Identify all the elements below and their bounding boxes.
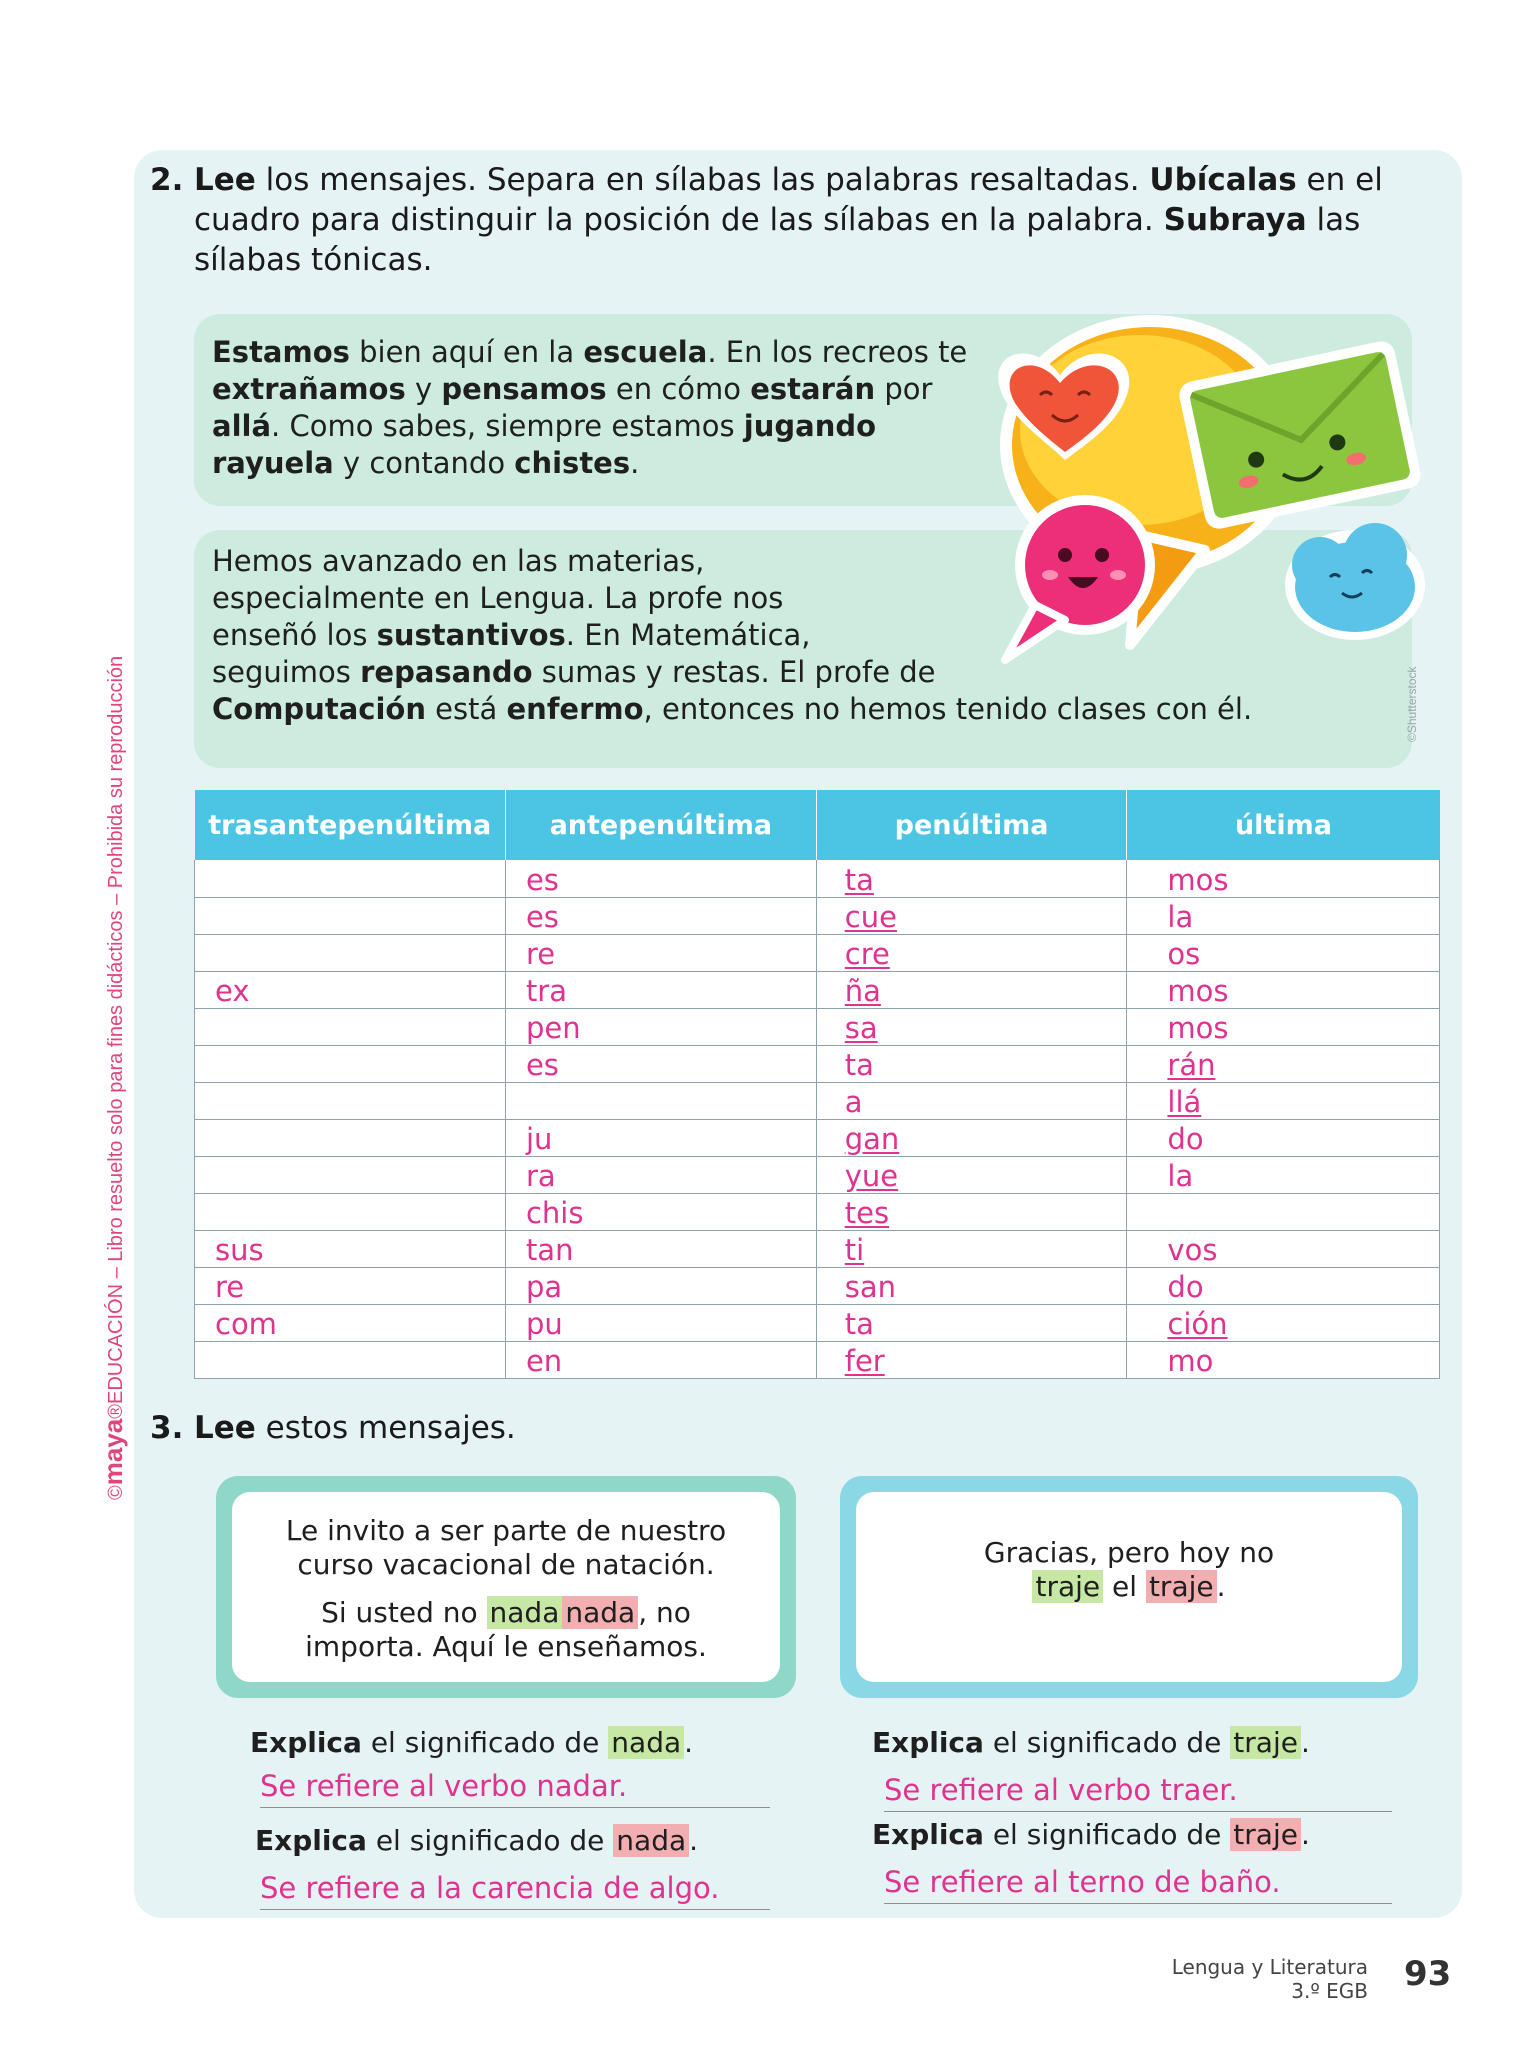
question-2-period: . xyxy=(689,1824,699,1857)
message-2-text: Hemos avanzado en las materias, xyxy=(212,544,705,578)
syllable-cell-trasantepenultima[interactable]: com xyxy=(195,1304,506,1341)
question-2-word: nada xyxy=(613,1824,689,1857)
instruction-keyword: Lee xyxy=(194,162,256,198)
footer-subject-name: Lengua y Literatura xyxy=(1171,1955,1368,1979)
question-2-verb: Explica xyxy=(255,1824,367,1857)
message-1-text: por xyxy=(875,372,933,406)
syllable-cell-antepenultima[interactable] xyxy=(505,1082,816,1119)
message-card-1-inner xyxy=(232,1492,780,1682)
question-3-word: traje xyxy=(1230,1726,1301,1759)
footer-grade: 3.º EGB xyxy=(1291,1979,1368,2003)
instruction-text: en el cuadro para distinguir la posición de las sílabas en la palabra. xyxy=(194,162,1383,238)
message-1-text: y contando xyxy=(333,446,515,480)
question-1-period: . xyxy=(684,1726,694,1759)
question-3-period: . xyxy=(1300,1726,1310,1759)
instruction-text: los mensajes. Separa en sílabas las palabras resaltadas. xyxy=(255,162,1150,198)
table-row xyxy=(195,1008,1440,1045)
syllable-cell-penultima[interactable]: ña xyxy=(816,971,1127,1008)
syllable-cell-penultima[interactable]: ti xyxy=(816,1230,1127,1267)
message-1-text: . Como sabes, siempre estamos xyxy=(271,409,744,443)
question-3-text: el significado de xyxy=(983,1726,1231,1759)
message-2-keyword: Computación xyxy=(212,692,426,726)
message-2-text: está xyxy=(425,692,507,726)
syllable-cell-penultima[interactable]: ta xyxy=(816,860,1127,897)
syllable-cell-trasantepenultima[interactable] xyxy=(195,1156,506,1193)
message-card-2 xyxy=(840,1476,1418,1698)
message-1-text: . xyxy=(630,446,640,480)
card-1-line-3-post: , no xyxy=(638,1596,691,1629)
syllable-cell-antepenultima[interactable]: pen xyxy=(505,1008,816,1045)
answer-2-line[interactable]: Se refiere a la carencia de algo. xyxy=(260,1868,770,1910)
message-card-1 xyxy=(216,1476,796,1698)
syllable-cell-trasantepenultima[interactable] xyxy=(195,1341,506,1378)
syllable-cell-ultima[interactable]: mos xyxy=(1127,971,1440,1008)
card-1-word-red: nada xyxy=(562,1596,638,1629)
syllable-cell-penultima[interactable]: a xyxy=(816,1082,1127,1119)
message-2-text: especialmente en Lengua. La profe nos xyxy=(212,581,784,615)
syllable-cell-penultima[interactable]: fer xyxy=(816,1341,1127,1378)
syllable-cell-antepenultima[interactable]: re xyxy=(505,934,816,971)
syllable-cell-trasantepenultima[interactable] xyxy=(195,1082,506,1119)
table-row xyxy=(195,1045,1440,1082)
message-2-text: enseñó los xyxy=(212,618,377,652)
card-2-word-red: traje xyxy=(1146,1570,1217,1603)
syllable-cell-trasantepenultima[interactable] xyxy=(195,897,506,934)
card-1-word-green: nada xyxy=(487,1596,563,1629)
syllable-cell-penultima[interactable]: san xyxy=(816,1267,1127,1304)
message-card-2-inner xyxy=(856,1492,1402,1682)
syllable-cell-antepenultima[interactable]: ju xyxy=(505,1119,816,1156)
message-stickers-illustration xyxy=(990,315,1430,675)
table-row xyxy=(195,1119,1440,1156)
maya-logo: maya xyxy=(98,1418,128,1486)
table-row xyxy=(195,1267,1440,1304)
answer-3-line[interactable]: Se refiere al verbo traer. xyxy=(884,1770,1392,1812)
question-4 xyxy=(872,1818,1310,1851)
question-4-verb: Explica xyxy=(872,1818,984,1851)
syllable-cell-penultima[interactable]: cre xyxy=(816,934,1127,971)
syllable-cell-antepenultima[interactable]: chis xyxy=(505,1193,816,1230)
question-2-text: el significado de xyxy=(366,1824,614,1857)
message-1-keyword: jugando xyxy=(743,409,877,443)
syllable-cell-penultima[interactable]: gan xyxy=(816,1119,1127,1156)
question-1-verb: Explica xyxy=(250,1726,362,1759)
header-trasantepenultima: trasantepenúltima xyxy=(195,790,506,860)
table-row xyxy=(195,1193,1440,1230)
table-row xyxy=(195,934,1440,971)
card-2-word-green: traje xyxy=(1032,1570,1103,1603)
instruction-keyword: Ubícalas xyxy=(1149,162,1297,198)
syllable-cell-trasantepenultima[interactable] xyxy=(195,1193,506,1230)
syllable-cell-antepenultima[interactable]: es xyxy=(505,1045,816,1082)
syllable-cell-ultima[interactable]: mos xyxy=(1127,1008,1440,1045)
registered-symbol: ® xyxy=(105,1404,127,1419)
question-4-text: el significado de xyxy=(983,1818,1231,1851)
syllable-cell-ultima[interactable] xyxy=(1127,1193,1440,1230)
question-4-period: . xyxy=(1300,1818,1310,1851)
syllable-cell-ultima[interactable]: la xyxy=(1127,897,1440,934)
syllable-table-header xyxy=(195,790,1440,860)
card-2-mid: el xyxy=(1103,1570,1146,1603)
message-1-keyword: extrañamos xyxy=(212,372,406,406)
syllable-cell-ultima[interactable]: do xyxy=(1127,1119,1440,1156)
syllable-cell-ultima[interactable]: ción xyxy=(1127,1304,1440,1341)
syllable-cell-ultima[interactable]: llá xyxy=(1127,1082,1440,1119)
syllable-cell-antepenultima[interactable]: es xyxy=(505,860,816,897)
card-1-line-4: importa. Aquí le enseñamos. xyxy=(305,1630,707,1663)
syllable-cell-trasantepenultima[interactable] xyxy=(195,1008,506,1045)
card-1-line-3 xyxy=(232,1596,780,1630)
question-2 xyxy=(255,1824,698,1857)
page-number: 93 xyxy=(1404,1954,1452,1994)
table-row xyxy=(195,1156,1440,1193)
message-1-keyword: allá xyxy=(212,409,272,443)
message-2-keyword: sustantivos xyxy=(376,618,566,652)
question-3-verb: Explica xyxy=(872,1726,984,1759)
syllable-cell-penultima[interactable]: cue xyxy=(816,897,1127,934)
syllable-cell-trasantepenultima[interactable] xyxy=(195,860,506,897)
message-1-text: bien aquí en la xyxy=(349,335,584,369)
message-1-keyword: chistes xyxy=(514,446,631,480)
copyright-symbol: © xyxy=(105,1485,127,1500)
card-2-line-1: Gracias, pero hoy no xyxy=(983,1536,1275,1569)
syllable-cell-trasantepenultima[interactable] xyxy=(195,1119,506,1156)
question-4-word: traje xyxy=(1230,1818,1301,1851)
header-ultima: última xyxy=(1127,790,1440,860)
message-2-keyword: repasando xyxy=(360,655,533,689)
syllable-cell-penultima[interactable]: ta xyxy=(816,1045,1127,1082)
table-row xyxy=(195,860,1440,897)
table-row xyxy=(195,1082,1440,1119)
question-1 xyxy=(250,1726,693,1759)
syllable-cell-penultima[interactable]: yue xyxy=(816,1156,1127,1193)
message-2-text: sumas y restas. El profe de xyxy=(532,655,936,689)
instruction-text: las sílabas tónicas. xyxy=(194,202,1361,278)
syllable-cell-antepenultima[interactable]: ra xyxy=(505,1156,816,1193)
syllable-cell-ultima[interactable]: os xyxy=(1127,934,1440,971)
table-row xyxy=(195,897,1440,934)
table-row xyxy=(195,1230,1440,1267)
message-1-keyword: pensamos xyxy=(441,372,607,406)
syllable-cell-penultima[interactable]: tes xyxy=(816,1193,1127,1230)
message-1-keyword: escuela xyxy=(583,335,708,369)
syllable-cell-ultima[interactable]: do xyxy=(1127,1267,1440,1304)
photo-credit: ©Shutterstock xyxy=(1405,666,1419,742)
syllable-cell-trasantepenultima[interactable]: ex xyxy=(195,971,506,1008)
exercise-3-instruction xyxy=(194,1408,516,1448)
syllable-cell-antepenultima[interactable]: tra xyxy=(505,971,816,1008)
blue-cloud-face-icon xyxy=(1285,523,1425,640)
syllable-cell-antepenultima[interactable]: es xyxy=(505,897,816,934)
question-1-text: el significado de xyxy=(361,1726,609,1759)
exercise-3-instruction-rest: estos mensajes. xyxy=(255,1410,516,1446)
syllable-cell-ultima[interactable]: la xyxy=(1127,1156,1440,1193)
syllable-cell-antepenultima[interactable]: en xyxy=(505,1341,816,1378)
message-1-text: y xyxy=(405,372,442,406)
instruction-keyword: Subraya xyxy=(1163,202,1307,238)
exercise-3-number: 3. xyxy=(150,1410,184,1446)
table-row xyxy=(195,1341,1440,1378)
message-1-text: . En los recreos te xyxy=(707,335,968,369)
syllable-cell-antepenultima[interactable]: pu xyxy=(505,1304,816,1341)
card-1-line-1: Le invito a ser parte de nuestro xyxy=(285,1514,727,1547)
syllable-cell-trasantepenultima[interactable] xyxy=(195,1045,506,1082)
syllable-table xyxy=(194,790,1440,1379)
message-1-text xyxy=(212,334,1012,482)
header-antepenultima: antepenúltima xyxy=(505,790,816,860)
syllable-cell-trasantepenultima[interactable] xyxy=(195,934,506,971)
question-1-word: nada xyxy=(608,1726,684,1759)
card-2-end: . xyxy=(1216,1570,1226,1603)
card-2-line-2 xyxy=(856,1570,1402,1604)
message-1-keyword: Estamos xyxy=(212,335,350,369)
syllable-cell-penultima[interactable]: ta xyxy=(816,1304,1127,1341)
exercise-3-verb: Lee xyxy=(194,1410,256,1446)
syllable-cell-antepenultima[interactable]: tan xyxy=(505,1230,816,1267)
question-3 xyxy=(872,1726,1310,1759)
message-1-keyword: rayuela xyxy=(212,446,334,480)
table-row xyxy=(195,971,1440,1008)
message-2-text: . En Matemática, xyxy=(565,618,811,652)
message-1-keyword: estarán xyxy=(750,372,876,406)
syllable-cell-trasantepenultima[interactable]: sus xyxy=(195,1230,506,1267)
exercise-2-instructions xyxy=(194,160,1444,280)
syllable-cell-ultima[interactable]: mo xyxy=(1127,1341,1440,1378)
message-2-text: seguimos xyxy=(212,655,361,689)
answer-4-line[interactable]: Se refiere al terno de baño. xyxy=(884,1862,1392,1904)
message-2-keyword: enfermo xyxy=(506,692,644,726)
syllable-cell-antepenultima[interactable]: pa xyxy=(505,1267,816,1304)
card-1-line-2: curso vacacional de natación. xyxy=(297,1548,715,1581)
table-row xyxy=(195,1304,1440,1341)
syllable-cell-ultima[interactable]: mos xyxy=(1127,860,1440,897)
syllable-cell-trasantepenultima[interactable]: re xyxy=(195,1267,506,1304)
exercise-2-number: 2. xyxy=(150,162,184,198)
card-1-line-3-pre: Si usted no xyxy=(321,1596,487,1629)
answer-1-line[interactable]: Se refiere al verbo nadar. xyxy=(260,1766,770,1808)
syllable-cell-ultima[interactable]: vos xyxy=(1127,1230,1440,1267)
message-1-text: en cómo xyxy=(606,372,751,406)
syllable-cell-penultima[interactable]: sa xyxy=(816,1008,1127,1045)
message-2-text: , entonces no hemos tenido clases con él. xyxy=(643,692,1253,726)
copyright-side-note xyxy=(100,500,126,1500)
side-note-text: EDUCACIÓN – Libro resuelto solo para fines didácticos – Prohibida su reproducción xyxy=(105,655,127,1404)
header-penultima: penúltima xyxy=(816,790,1127,860)
footer-subject xyxy=(1172,1955,1368,2003)
syllable-cell-ultima[interactable]: rán xyxy=(1127,1045,1440,1082)
